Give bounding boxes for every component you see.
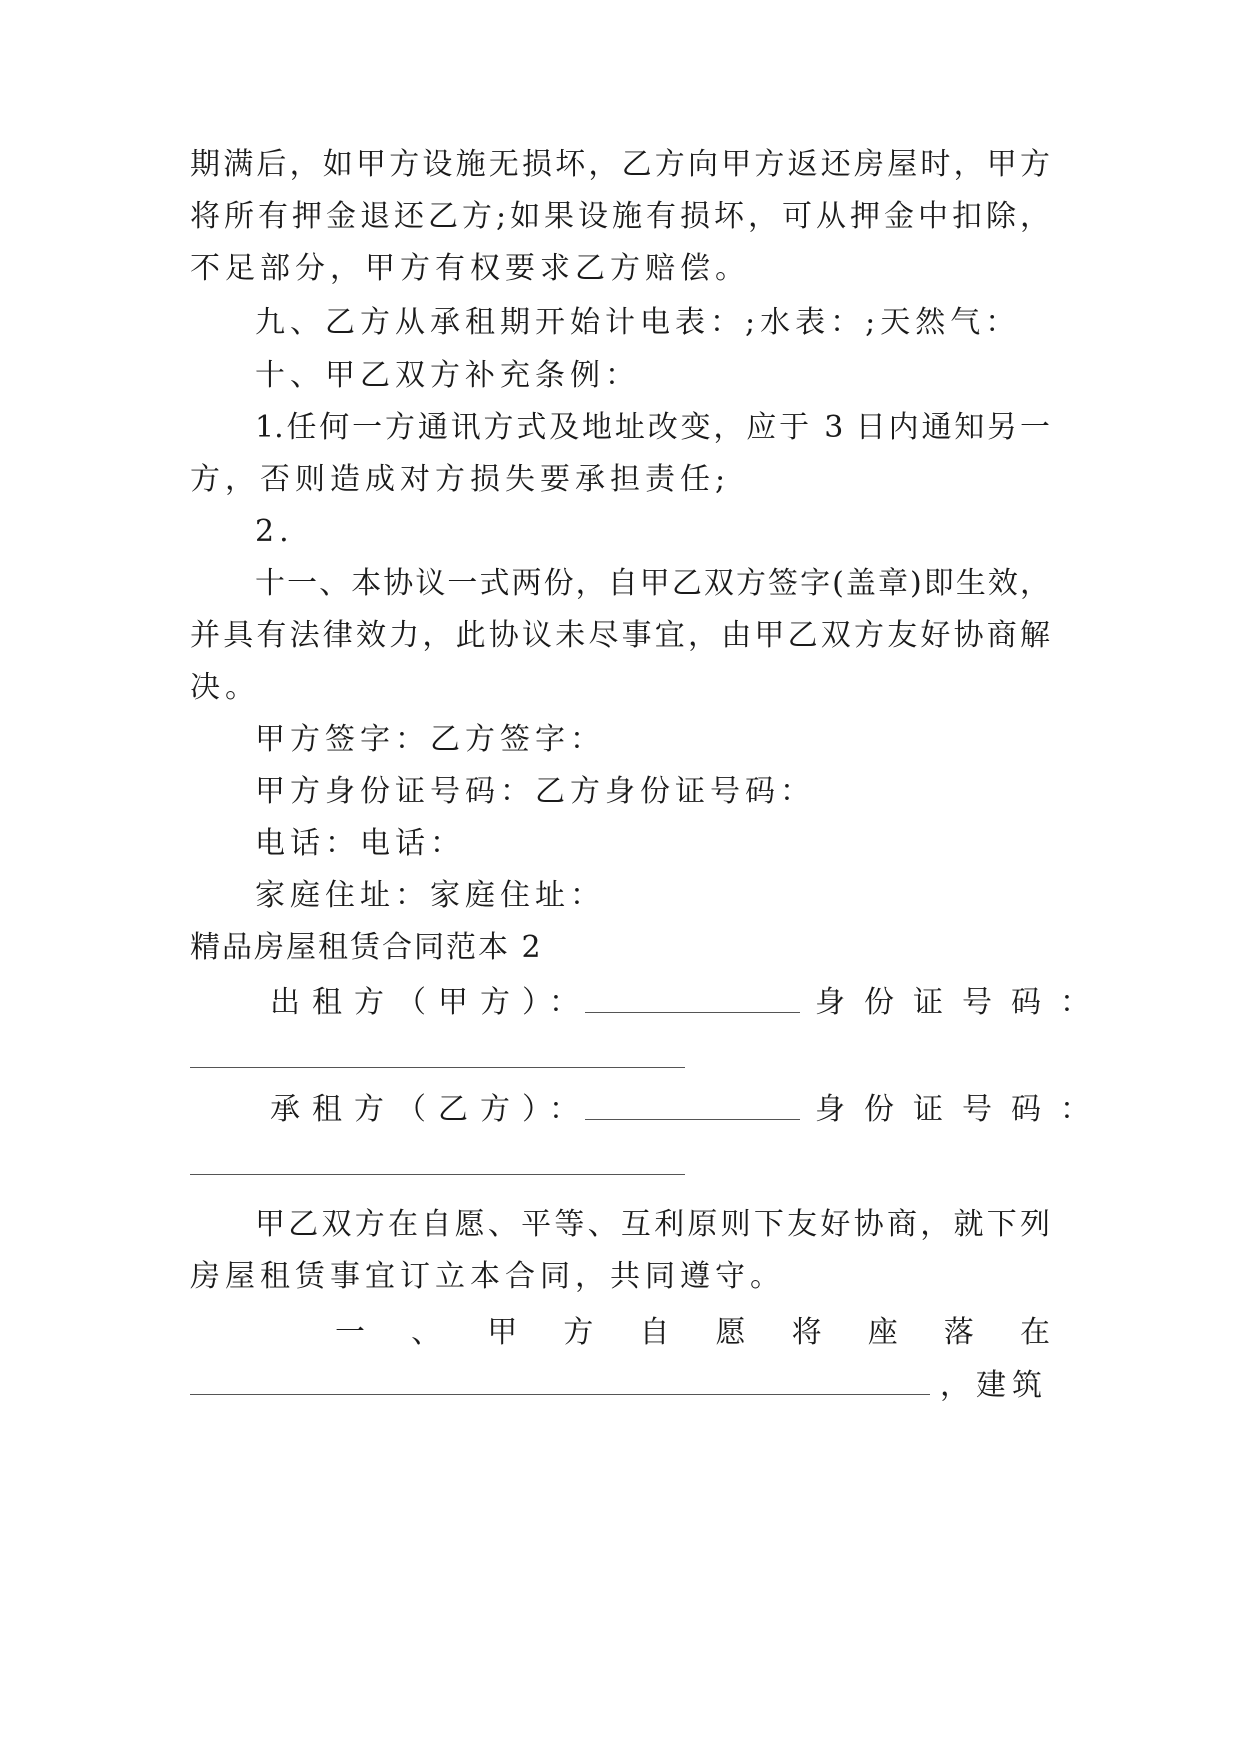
address-line: 家庭住址：家庭住址： [255, 878, 605, 913]
preamble: 甲乙双方在自愿、平等、互利原则下友好协商，就下列 [255, 1207, 1050, 1242]
clause-11: 十一、本协议一式两份，自甲乙双方签字(盖章)即生效， [255, 566, 1050, 601]
clause-10-item-2: 2. [255, 514, 294, 549]
lessee-name-blank [585, 1119, 800, 1120]
clause-11-end: 决。 [190, 670, 260, 705]
lessor-label: 出租方（甲方）： [270, 985, 591, 1020]
property-location-blank [190, 1394, 930, 1395]
paragraph-line: 将所有押金退还乙方;如果设施有损坏，可从押金中扣除， [190, 199, 1050, 234]
clause-10-item-1-cont: 方，否则造成对方损失要承担责任; [190, 462, 731, 497]
lessee-label: 承租方（乙方）： [270, 1092, 591, 1127]
lessor-name-blank [585, 1012, 800, 1013]
paragraph-line: 不足部分，甲方有权要求乙方赔偿。 [190, 251, 750, 286]
clause-9: 九、乙方从承租期开始计电表：;水表：;天然气： [255, 305, 1021, 340]
phone-line: 电话：电话： [255, 826, 465, 861]
section-title: 精品房屋租赁合同范本 2 [190, 930, 543, 965]
clause-1-start [335, 1313, 1050, 1353]
paragraph-line: 期满后，如甲方设施无损坏，乙方向甲方返还房屋时，甲方 [190, 147, 1050, 182]
signature-line: 甲方签字：乙方签字： [255, 722, 605, 757]
id-number-line: 甲方身份证号码：乙方身份证号码： [255, 774, 815, 809]
lessee-id-label: 身份证号码： [815, 1092, 1109, 1127]
clause-1-text: 一 、 甲 方 自 愿 将 座 落 在 [335, 1315, 1050, 1350]
clause-1-tail: ，建筑 [940, 1368, 1048, 1403]
lessor-id-label: 身份证号码： [815, 985, 1109, 1020]
clause-10-item-1: 1.任何一方通讯方式及地址改变，应于 3 日内通知另一 [255, 410, 1050, 445]
clause-11-cont: 并具有法律效力，此协议未尽事宜，由甲乙双方友好协商解 [190, 618, 1050, 653]
clause-10: 十、甲乙双方补充条例： [255, 358, 640, 393]
lessee-id-blank [190, 1174, 685, 1175]
lessor-id-blank [190, 1067, 685, 1068]
preamble-cont: 房屋租赁事宜订立本合同，共同遵守。 [190, 1259, 785, 1294]
